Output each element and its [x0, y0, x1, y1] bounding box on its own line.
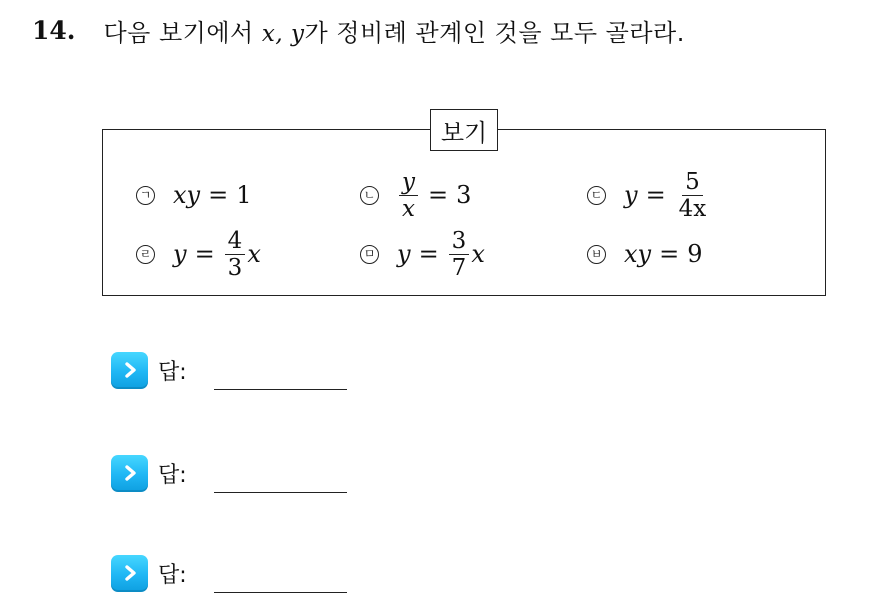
item-marker: ㅁ — [360, 245, 379, 264]
bogi-item-4 — [136, 226, 261, 282]
fraction-denominator: x — [402, 195, 415, 222]
item-marker: ㄹ — [136, 245, 155, 264]
question-text-before: 다음 보기에서 — [103, 18, 262, 47]
item-marker: ㄷ — [587, 186, 606, 205]
item-rhs: 9 — [687, 240, 703, 268]
item-fraction — [225, 228, 246, 281]
question-text-after: 가 정비례 관계인 것을 모두 골라라. — [304, 18, 685, 47]
bogi-item-1 — [136, 167, 251, 223]
item-op: = — [428, 181, 449, 209]
bogi-title: 보기 — [430, 109, 498, 151]
item-op: = — [645, 181, 666, 209]
item-fraction — [399, 169, 418, 222]
item-op: = — [208, 181, 229, 209]
item-fraction — [676, 169, 710, 222]
fraction-numerator: 5 — [682, 169, 703, 196]
answer-input-line[interactable] — [214, 592, 347, 593]
denominator-value: 4x — [678, 195, 707, 222]
item-lhs: xy — [173, 181, 201, 209]
item-tail: x — [247, 240, 261, 268]
item-marker: ㄱ — [136, 186, 155, 205]
bogi-item-2 — [360, 167, 471, 223]
item-marker: ㅂ — [587, 245, 606, 264]
item-lhs: y — [173, 240, 187, 268]
chevron-right-icon — [111, 555, 148, 592]
question-text — [104, 13, 685, 48]
question-variables: x, y — [261, 20, 305, 47]
answer-row-1 — [111, 350, 187, 390]
fraction-numerator: 4 — [225, 228, 246, 255]
fraction-numerator: 3 — [449, 228, 470, 255]
item-fraction — [449, 228, 470, 281]
fraction-denominator: 3 — [227, 254, 243, 281]
answer-label: 답: — [158, 462, 187, 488]
item-op: = — [659, 240, 680, 268]
answer-row-3 — [111, 553, 187, 593]
question-number: 14. — [32, 15, 76, 45]
bogi-item-6 — [587, 226, 702, 282]
item-marker: ㄴ — [360, 186, 379, 205]
chevron-right-icon — [111, 455, 148, 492]
answer-input-line[interactable] — [214, 492, 347, 493]
answer-label: 답: — [158, 562, 187, 588]
answer-input-line[interactable] — [214, 389, 347, 390]
chevron-right-icon — [111, 352, 148, 389]
answer-row-2 — [111, 453, 187, 493]
fraction-numerator: y — [399, 169, 418, 196]
question-header — [32, 10, 685, 50]
item-lhs: xy — [624, 240, 652, 268]
item-op: = — [194, 240, 215, 268]
item-op: = — [418, 240, 439, 268]
item-lhs: y — [624, 181, 638, 209]
item-lhs: y — [397, 240, 411, 268]
answer-label: 답: — [158, 359, 187, 385]
item-rhs: 1 — [236, 181, 252, 209]
bogi-item-3 — [587, 167, 711, 223]
item-tail: x — [471, 240, 485, 268]
fraction-denominator: 7 — [451, 254, 467, 281]
fraction-denominator — [676, 196, 710, 222]
bogi-item-5 — [360, 226, 485, 282]
item-rhs: 3 — [456, 181, 472, 209]
